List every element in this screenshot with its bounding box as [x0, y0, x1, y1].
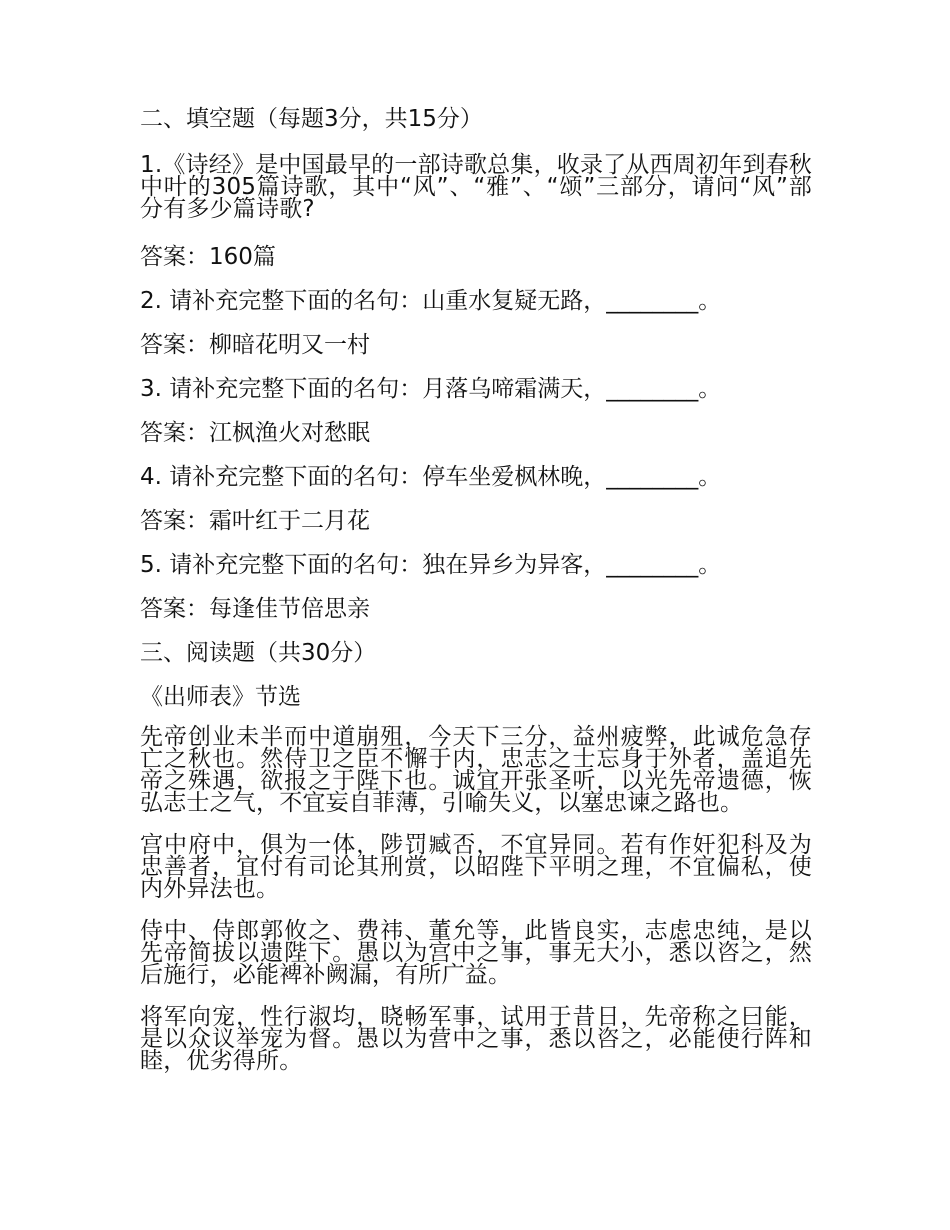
reading-paragraph-3: 侍中、侍郎郭攸之、费祎、董允等，此皆良实，志虑忠纯，是以先帝简拔以遗陛下。愚以为宫中之事，事无大小，悉以咨之，然后施行，必能裨补阙漏，有所广益。 — [140, 918, 812, 988]
question-4: 4. 请补充完整下面的名句：停车坐爱枫林晚，________。 — [140, 464, 722, 490]
section-heading-reading: 三、阅读题（共30分） — [140, 640, 377, 666]
question-5: 5. 请补充完整下面的名句：独在异乡为异客，________。 — [140, 552, 722, 578]
document-page — [140, 104, 812, 1092]
answer-4: 答案：霜叶红于二月花 — [140, 508, 370, 534]
answer-5: 答案：每逢佳节倍思亲 — [140, 596, 370, 622]
reading-paragraph-1: 先帝创业未半而中道崩殂，今天下三分，益州疲弊，此诚危急存亡之秋也。然侍卫之臣不懈于内，忠志之士忘身于外者，盖追先帝之殊遇，欲报之于陛下也。诚宜开张圣听，以光先帝遗德，恢弘志士之气，不宜妄自菲薄，引喻失义，以塞忠谏之路也。 — [140, 724, 812, 816]
reading-paragraph-2: 宫中府中，俱为一体，陟罚臧否，不宜异同。若有作奸犯科及为忠善者，宜付有司论其刑赏，以昭陛下平明之理，不宜偏私，使内外异法也。 — [140, 832, 812, 902]
answer-1: 答案：160篇 — [140, 244, 276, 270]
answer-3: 答案：江枫渔火对愁眠 — [140, 420, 370, 446]
reading-title: 《出师表》节选 — [140, 684, 301, 710]
answer-2: 答案：柳暗花明又一村 — [140, 332, 370, 358]
reading-paragraph-4: 将军向宠，性行淑均，晓畅军事，试用于昔日，先帝称之曰能，是以众议举宠为督。愚以为营中之事，悉以咨之，必能使行阵和睦，优劣得所。 — [140, 1004, 812, 1074]
question-1: 1.《诗经》是中国最早的一部诗歌总集，收录了从西周初年到春秋中叶的305篇诗歌，其中“风”、“雅”、“颂”三部分，请问“风”部分有多少篇诗歌? — [140, 152, 812, 222]
section-heading-fill-in: 二、填空题（每题3分，共15分） — [140, 106, 483, 132]
question-2: 2. 请补充完整下面的名句：山重水复疑无路，________。 — [140, 288, 722, 314]
question-3: 3. 请补充完整下面的名句：月落乌啼霜满天，________。 — [140, 376, 722, 402]
